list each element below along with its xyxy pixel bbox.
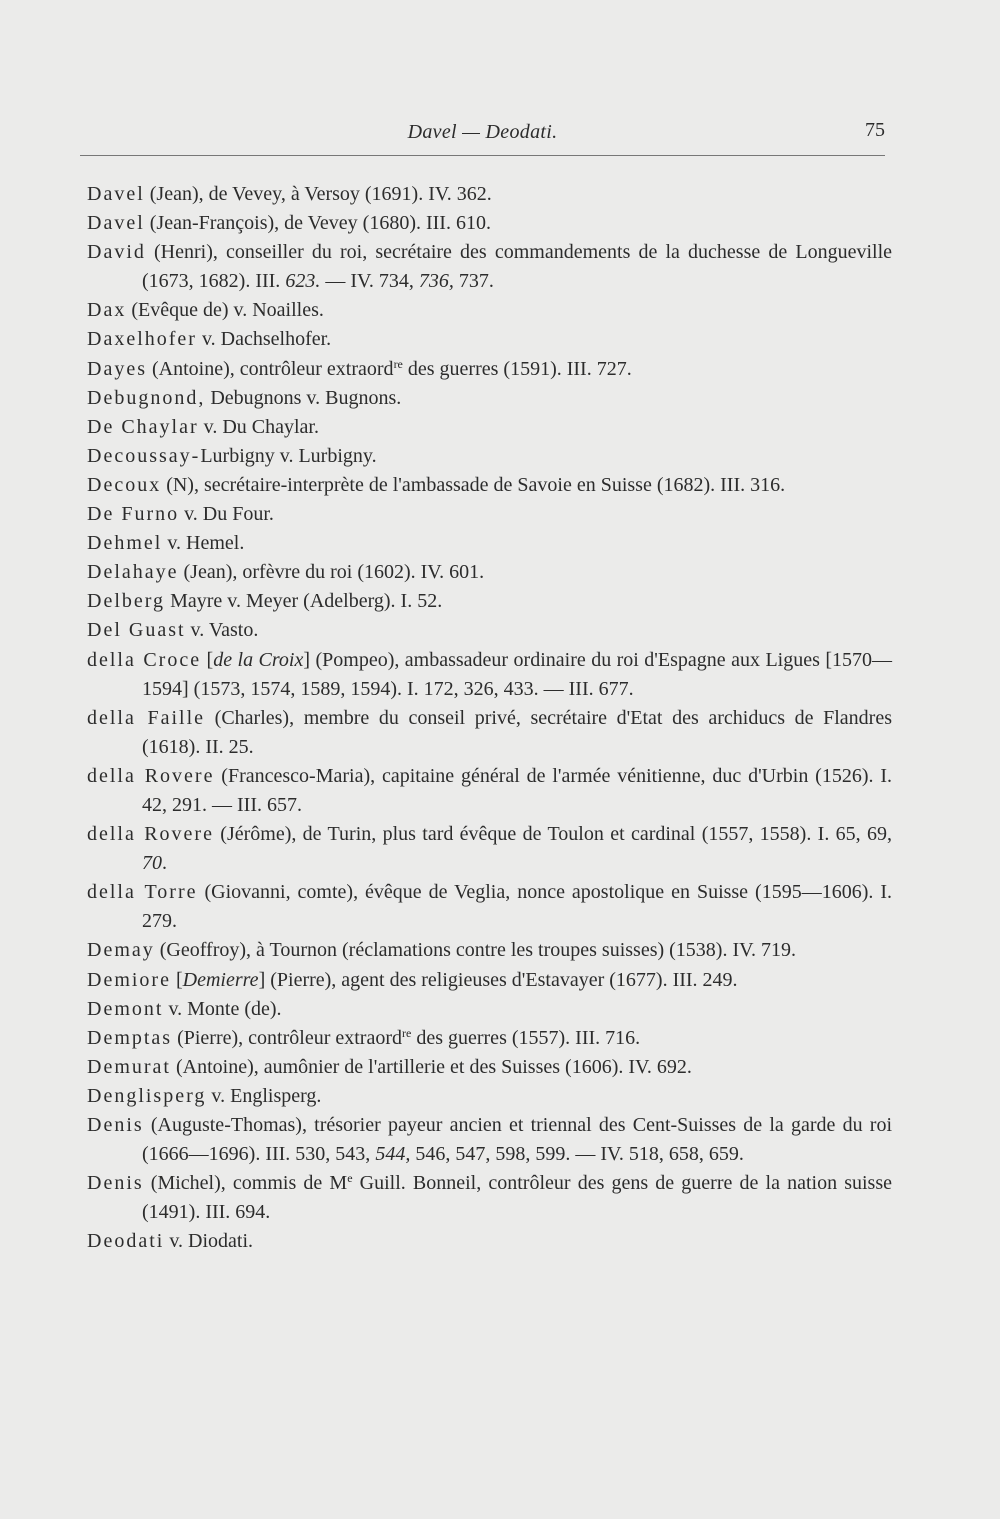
entry-text: Debugnons v. Bugnons. — [205, 386, 402, 409]
entry-text: [ — [201, 648, 214, 671]
entry-text: 546, 547, 598, 599. — IV. 518, 658, 659. — [410, 1143, 744, 1166]
index-entry — [87, 936, 892, 965]
entry-text: 737. — [453, 270, 494, 293]
index-entry — [87, 1227, 892, 1256]
index-entry — [87, 238, 892, 296]
index-entry — [87, 1053, 892, 1082]
entry-text: Lurbigny v. Lurbigny. — [200, 444, 377, 467]
entry-italic-ref: Demierre — [182, 968, 259, 991]
entry-name: Delberg — [87, 590, 166, 613]
index-entry — [87, 529, 892, 558]
entry-text: v. Monte (de). — [163, 997, 282, 1020]
index-entry — [87, 995, 892, 1024]
index-entry — [87, 1111, 892, 1169]
entry-text: Guill. Bonneil, contrôleur des gens de guerre de la nation suisse (1491). III. 694. — [142, 1172, 892, 1224]
entry-text: (Charles), membre du conseil privé, secrétaire d'Etat des archiducs de Flandres (1618). II. 25. — [142, 706, 892, 758]
entry-text: (Jean), de Vevey, à Versoy (1691). IV. 362. — [144, 183, 492, 205]
entry-italic-ref: 544, — [375, 1143, 411, 1166]
entry-name: Denis — [87, 1114, 144, 1136]
entry-name: della Croce — [87, 648, 202, 671]
entry-text: des guerres (1557). III. 716. — [411, 1026, 641, 1049]
index-entry — [87, 646, 892, 704]
entry-text: (Francesco-Maria), capitaine général de l'armée vénitienne, duc d'Urbin (1526). I. 42, 291. — III. 657. — [142, 764, 893, 816]
entry-name: della Torre — [87, 881, 198, 904]
index-entry — [87, 762, 892, 820]
entry-text: (Jérôme), de Turin, plus tard évêque de Toulon et cardinal (1557, 1558). I. 65, 69, — [213, 823, 892, 846]
entry-text: v. Hemel. — [162, 532, 245, 555]
entry-name: Dayes — [87, 357, 147, 380]
entry-name: Daxelhofer — [87, 328, 197, 351]
entry-italic-ref: de la Croix — [213, 648, 304, 671]
entry-text: (N), secrétaire-interprète de l'ambassade de Savoie en Suisse (1682). III. 316. — [161, 473, 786, 496]
running-title: Davel — Deodati. — [407, 121, 558, 143]
index-entry — [87, 442, 892, 471]
entry-name: Demurat — [87, 1055, 171, 1078]
entry-text: (Antoine), aumônier de l'artillerie et des Suisses (1606). IV. 692. — [170, 1055, 692, 1078]
entry-name: Debugnond, — [87, 386, 206, 409]
entry-name: Davel — [87, 212, 145, 235]
index-entry — [87, 296, 892, 325]
page-header — [80, 117, 885, 147]
entry-italic-ref: 70 — [142, 852, 162, 875]
entry-name: Denglisperg — [87, 1084, 207, 1107]
entry-text: (Geoffroy), à Tournon (réclamations contre les troupes suisses) (1538). IV. 719. — [154, 939, 796, 962]
index-entry — [87, 878, 892, 936]
entry-name: Decoussay- — [87, 444, 201, 467]
entry-name: Decoux — [87, 473, 162, 496]
index-entry — [87, 1169, 892, 1227]
superscript: re — [393, 356, 403, 371]
entry-text: v. Du Four. — [179, 503, 274, 526]
entry-text: [ — [170, 968, 183, 991]
entry-name: Demont — [87, 997, 164, 1020]
index-entry — [87, 180, 892, 209]
entry-text: v. Englisperg. — [206, 1084, 322, 1107]
entry-text: (Auguste-Thomas), trésorier payeur ancien et triennal des Cent-Suisses de la garde du roi (1666—1696). III. 530, 543, — [142, 1114, 892, 1166]
superscript: e — [347, 1171, 353, 1186]
entry-text: . — [162, 852, 167, 875]
index-entry — [87, 616, 892, 645]
entry-text: ] (Pompeo), ambassadeur ordinaire du roi d'Espagne aux Ligues [1570—1594] (1573, 1574, 1589, 1594). I. 172, 326, 433. — III. 677. — [142, 648, 892, 700]
entry-name: Deodati — [87, 1230, 165, 1253]
entry-name: De Furno — [87, 503, 180, 526]
entry-text: ] (Pierre), agent des religieuses d'Estavayer (1677). III. 249. — [258, 968, 738, 991]
entry-text: (Antoine), contrôleur extraord — [146, 357, 394, 380]
entry-text: — IV. 734, — [320, 270, 419, 293]
entry-text: (Henri), conseiller du roi, secrétaire des commandements de la duchesse de Longueville (1673, 1682). III. — [142, 241, 892, 293]
entry-name: Davel — [87, 183, 145, 205]
entry-text: (Evêque de) v. Noailles. — [126, 299, 324, 322]
entry-text: (Michel), commis de M — [143, 1172, 348, 1195]
entry-text: (Pierre), contrôleur extraord — [172, 1026, 402, 1049]
index-entry — [87, 471, 892, 500]
entry-text: (Jean-François), de Vevey (1680). III. 610. — [144, 212, 491, 235]
entry-name: Denis — [87, 1172, 144, 1195]
entry-text: v. Dachselhofer. — [196, 328, 332, 351]
entry-text: des guerres (1591). III. 727. — [402, 357, 632, 380]
index-entry — [87, 325, 892, 354]
entry-name: della Rovere — [87, 764, 215, 787]
entry-text: v. Diodati. — [164, 1230, 254, 1253]
index-entry — [87, 1024, 892, 1053]
entry-name: della Faille — [87, 706, 206, 729]
entry-italic-ref: 623. — [285, 270, 321, 293]
index-entry — [87, 587, 892, 616]
index-entry — [87, 384, 892, 413]
entry-text: (Giovanni, comte), évêque de Veglia, nonce apostolique en Suisse (1595—1606). I. 279. — [142, 881, 892, 933]
index-entry — [87, 1082, 892, 1111]
entry-name: Demay — [87, 939, 155, 962]
entry-name: della Rovere — [87, 823, 214, 846]
entry-name: Dax — [87, 299, 127, 322]
header-rule — [80, 155, 885, 156]
entry-italic-ref: 736, — [418, 270, 454, 293]
index-entry — [87, 704, 892, 762]
index-entry — [87, 966, 892, 995]
entry-name: David — [87, 241, 146, 264]
index-entry — [87, 413, 892, 442]
entry-name: Demptas — [87, 1026, 173, 1049]
entry-name: Del Guast — [87, 619, 186, 642]
index-entry — [87, 500, 892, 529]
entry-name: Demiore — [87, 968, 171, 991]
entry-name: Dehmel — [87, 532, 163, 555]
entry-name: Delahaye — [87, 561, 179, 584]
entry-text: v. Du Chaylar. — [198, 415, 319, 438]
index-entry — [87, 558, 892, 587]
superscript: re — [402, 1025, 412, 1040]
index-entry — [87, 355, 892, 384]
entry-text: (Jean), orfèvre du roi (1602). IV. 601. — [178, 561, 485, 584]
index-entry — [87, 820, 892, 878]
page-number: 75 — [865, 119, 885, 141]
entry-text: Mayre v. Meyer (Adelberg). I. 52. — [165, 590, 443, 613]
index-entries — [87, 180, 892, 1256]
entry-name: De Chaylar — [87, 415, 199, 438]
index-entry — [87, 209, 892, 238]
entry-text: v. Vasto. — [185, 619, 259, 642]
